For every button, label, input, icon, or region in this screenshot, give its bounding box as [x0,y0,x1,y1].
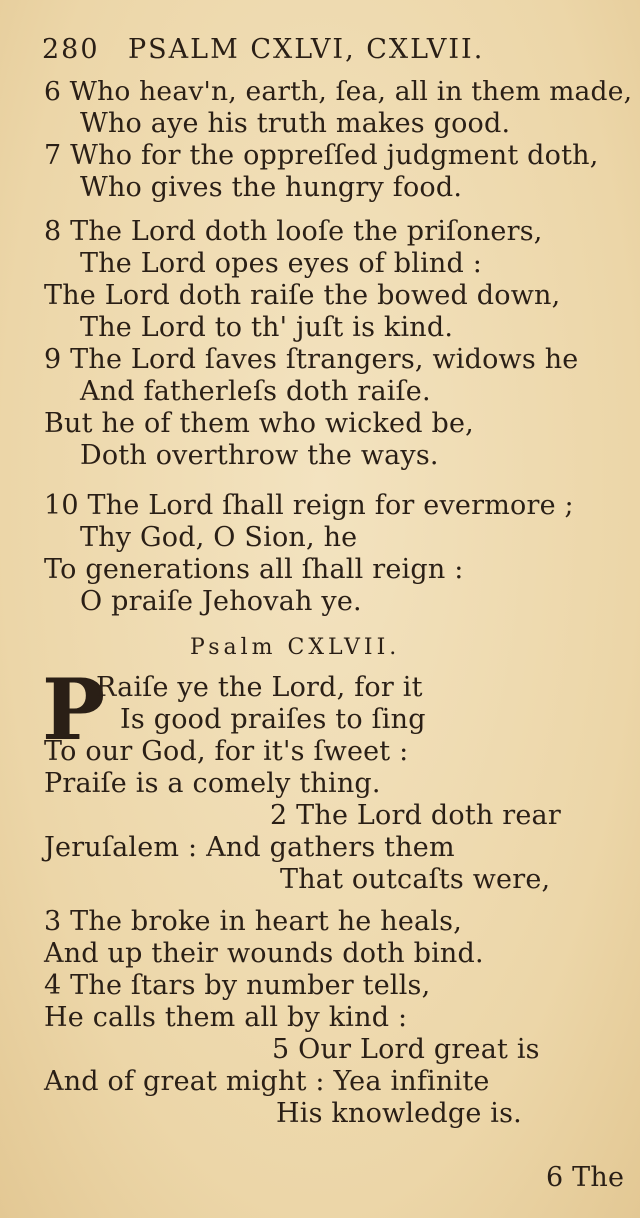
verse-line: Who aye his truth makes good. [80,108,511,139]
verse-line: His knowledge is. [276,1098,522,1129]
verse-line: Raiſe ye the Lord, for it [96,672,423,703]
verse-line: Who gives the hungry food. [80,172,463,203]
verse-line: 6 Who heav'n, earth, ſea, all in them made, [44,76,633,107]
verse-line: The Lord to th' juſt is kind. [80,312,454,343]
verse-line: Is good praiſes to ſing [120,704,426,735]
verse-line: 2 The Lord doth rear [270,800,561,831]
verse-line: To our God, for it's ſweet : [44,736,409,767]
verse-line: 4 The ſtars by number tells, [44,970,431,1001]
verse-line: And up their wounds doth bind. [44,938,484,969]
verse-line: Doth overthrow the ways. [80,440,439,471]
psalm-title: Psalm CXLVII. [190,635,401,660]
verse-line: O praiſe Jehovah ye. [80,586,362,617]
verse-line: 5 Our Lord great is [272,1034,540,1065]
verse-line: 3 The broke in heart he heals, [44,906,462,937]
running-title: PSALM CXLVI, CXLVII. [128,34,485,65]
verse-line: To generations all ſhall reign : [44,554,464,585]
verse-line: And fatherleſs doth raiſe. [80,376,431,407]
drop-cap: P [42,660,106,759]
page-number: 280 [42,34,100,65]
verse-line: Thy God, O Sion, he [80,522,358,553]
verse-line: 9 The Lord ſaves ſtrangers, widows he [44,344,579,375]
catchword: 6 The [546,1162,625,1193]
verse-line: The Lord doth raiſe the bowed down, [44,280,561,311]
verse-line: That outcaſts were, [280,864,551,895]
verse-line: Praiſe is a comely thing. [44,768,381,799]
verse-line: And of great might : Yea infinite [44,1066,490,1097]
verse-line: The Lord opes eyes of blind : [80,248,483,279]
verse-line: 7 Who for the oppreſſed judgment doth, [44,140,599,171]
verse-line: But he of them who wicked be, [44,408,474,439]
verse-line: 8 The Lord doth looſe the priſoners, [44,216,543,247]
verse-line: Jeruſalem : And gathers them [44,832,455,863]
verse-line: 10 The Lord ſhall reign for evermore ; [44,490,574,521]
verse-line: He calls them all by kind : [44,1002,408,1033]
